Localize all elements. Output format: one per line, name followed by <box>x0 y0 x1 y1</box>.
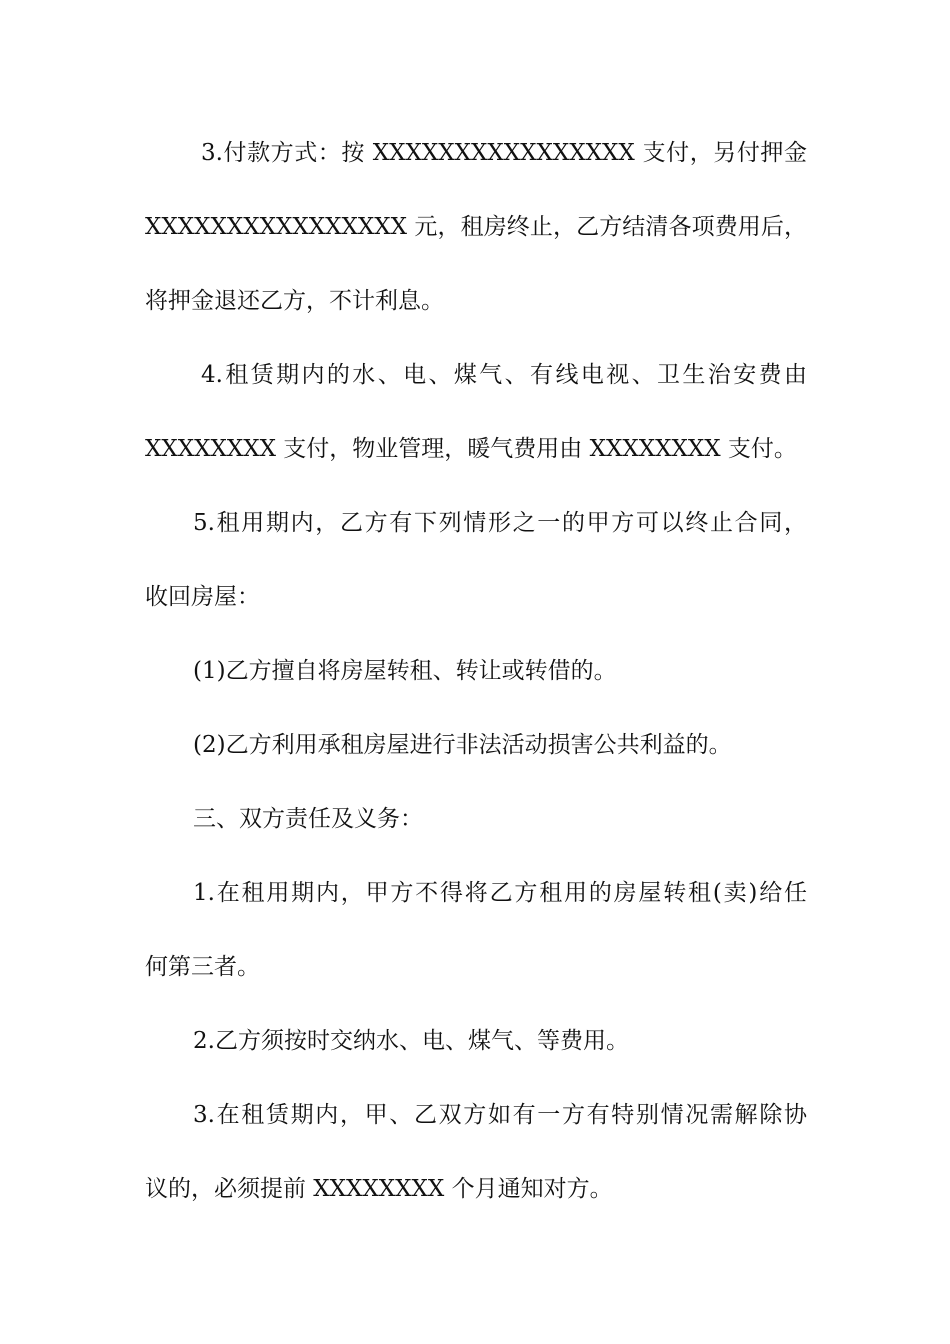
clause-5-item-1: (1)乙方擅自将房屋转租、转让或转借的。 <box>193 658 617 684</box>
clause-5-termination-line-2: 收回房屋： <box>145 584 260 610</box>
contract-body <box>145 116 807 1226</box>
duty-3-line-2: 议的，必须提前 XXXXXXXX 个月通知对方。 <box>145 1176 613 1202</box>
duty-2-line-1: 2.乙方须按时交纳水、电、煤气、等费用。 <box>193 1028 629 1054</box>
clause-3-payment-line-3: 将押金退还乙方，不计利息。 <box>145 288 444 314</box>
duty-1-line-1: 1.在租用期内，甲方不得将乙方租用的房屋转租(卖)给任 <box>193 880 807 906</box>
duty-3-line-1: 3.在租赁期内，甲、乙双方如有一方有特别情况需解除协 <box>193 1102 807 1128</box>
section-3-heading: 三、双方责任及义务： <box>193 806 423 832</box>
clause-5-item-2: (2)乙方利用承租房屋进行非法活动损害公共利益的。 <box>193 732 732 758</box>
clause-5-termination-line-1: 5.租用期内，乙方有下列情形之一的甲方可以终止合同， <box>193 510 807 536</box>
duty-1-line-2: 何第三者。 <box>145 954 260 980</box>
clause-4-fees-line-1: 4.租赁期内的水、电、煤气、有线电视、卫生治安费由 <box>201 362 807 388</box>
clause-4-fees-line-2: XXXXXXXX 支付，物业管理，暖气费用由 XXXXXXXX 支付。 <box>145 436 797 462</box>
clause-3-payment-line-2: XXXXXXXXXXXXXXXX 元，租房终止，乙方结清各项费用后， <box>145 214 807 240</box>
clause-3-payment-line-1: 3.付款方式：按 XXXXXXXXXXXXXXXX 支付，另付押金 <box>201 140 807 166</box>
